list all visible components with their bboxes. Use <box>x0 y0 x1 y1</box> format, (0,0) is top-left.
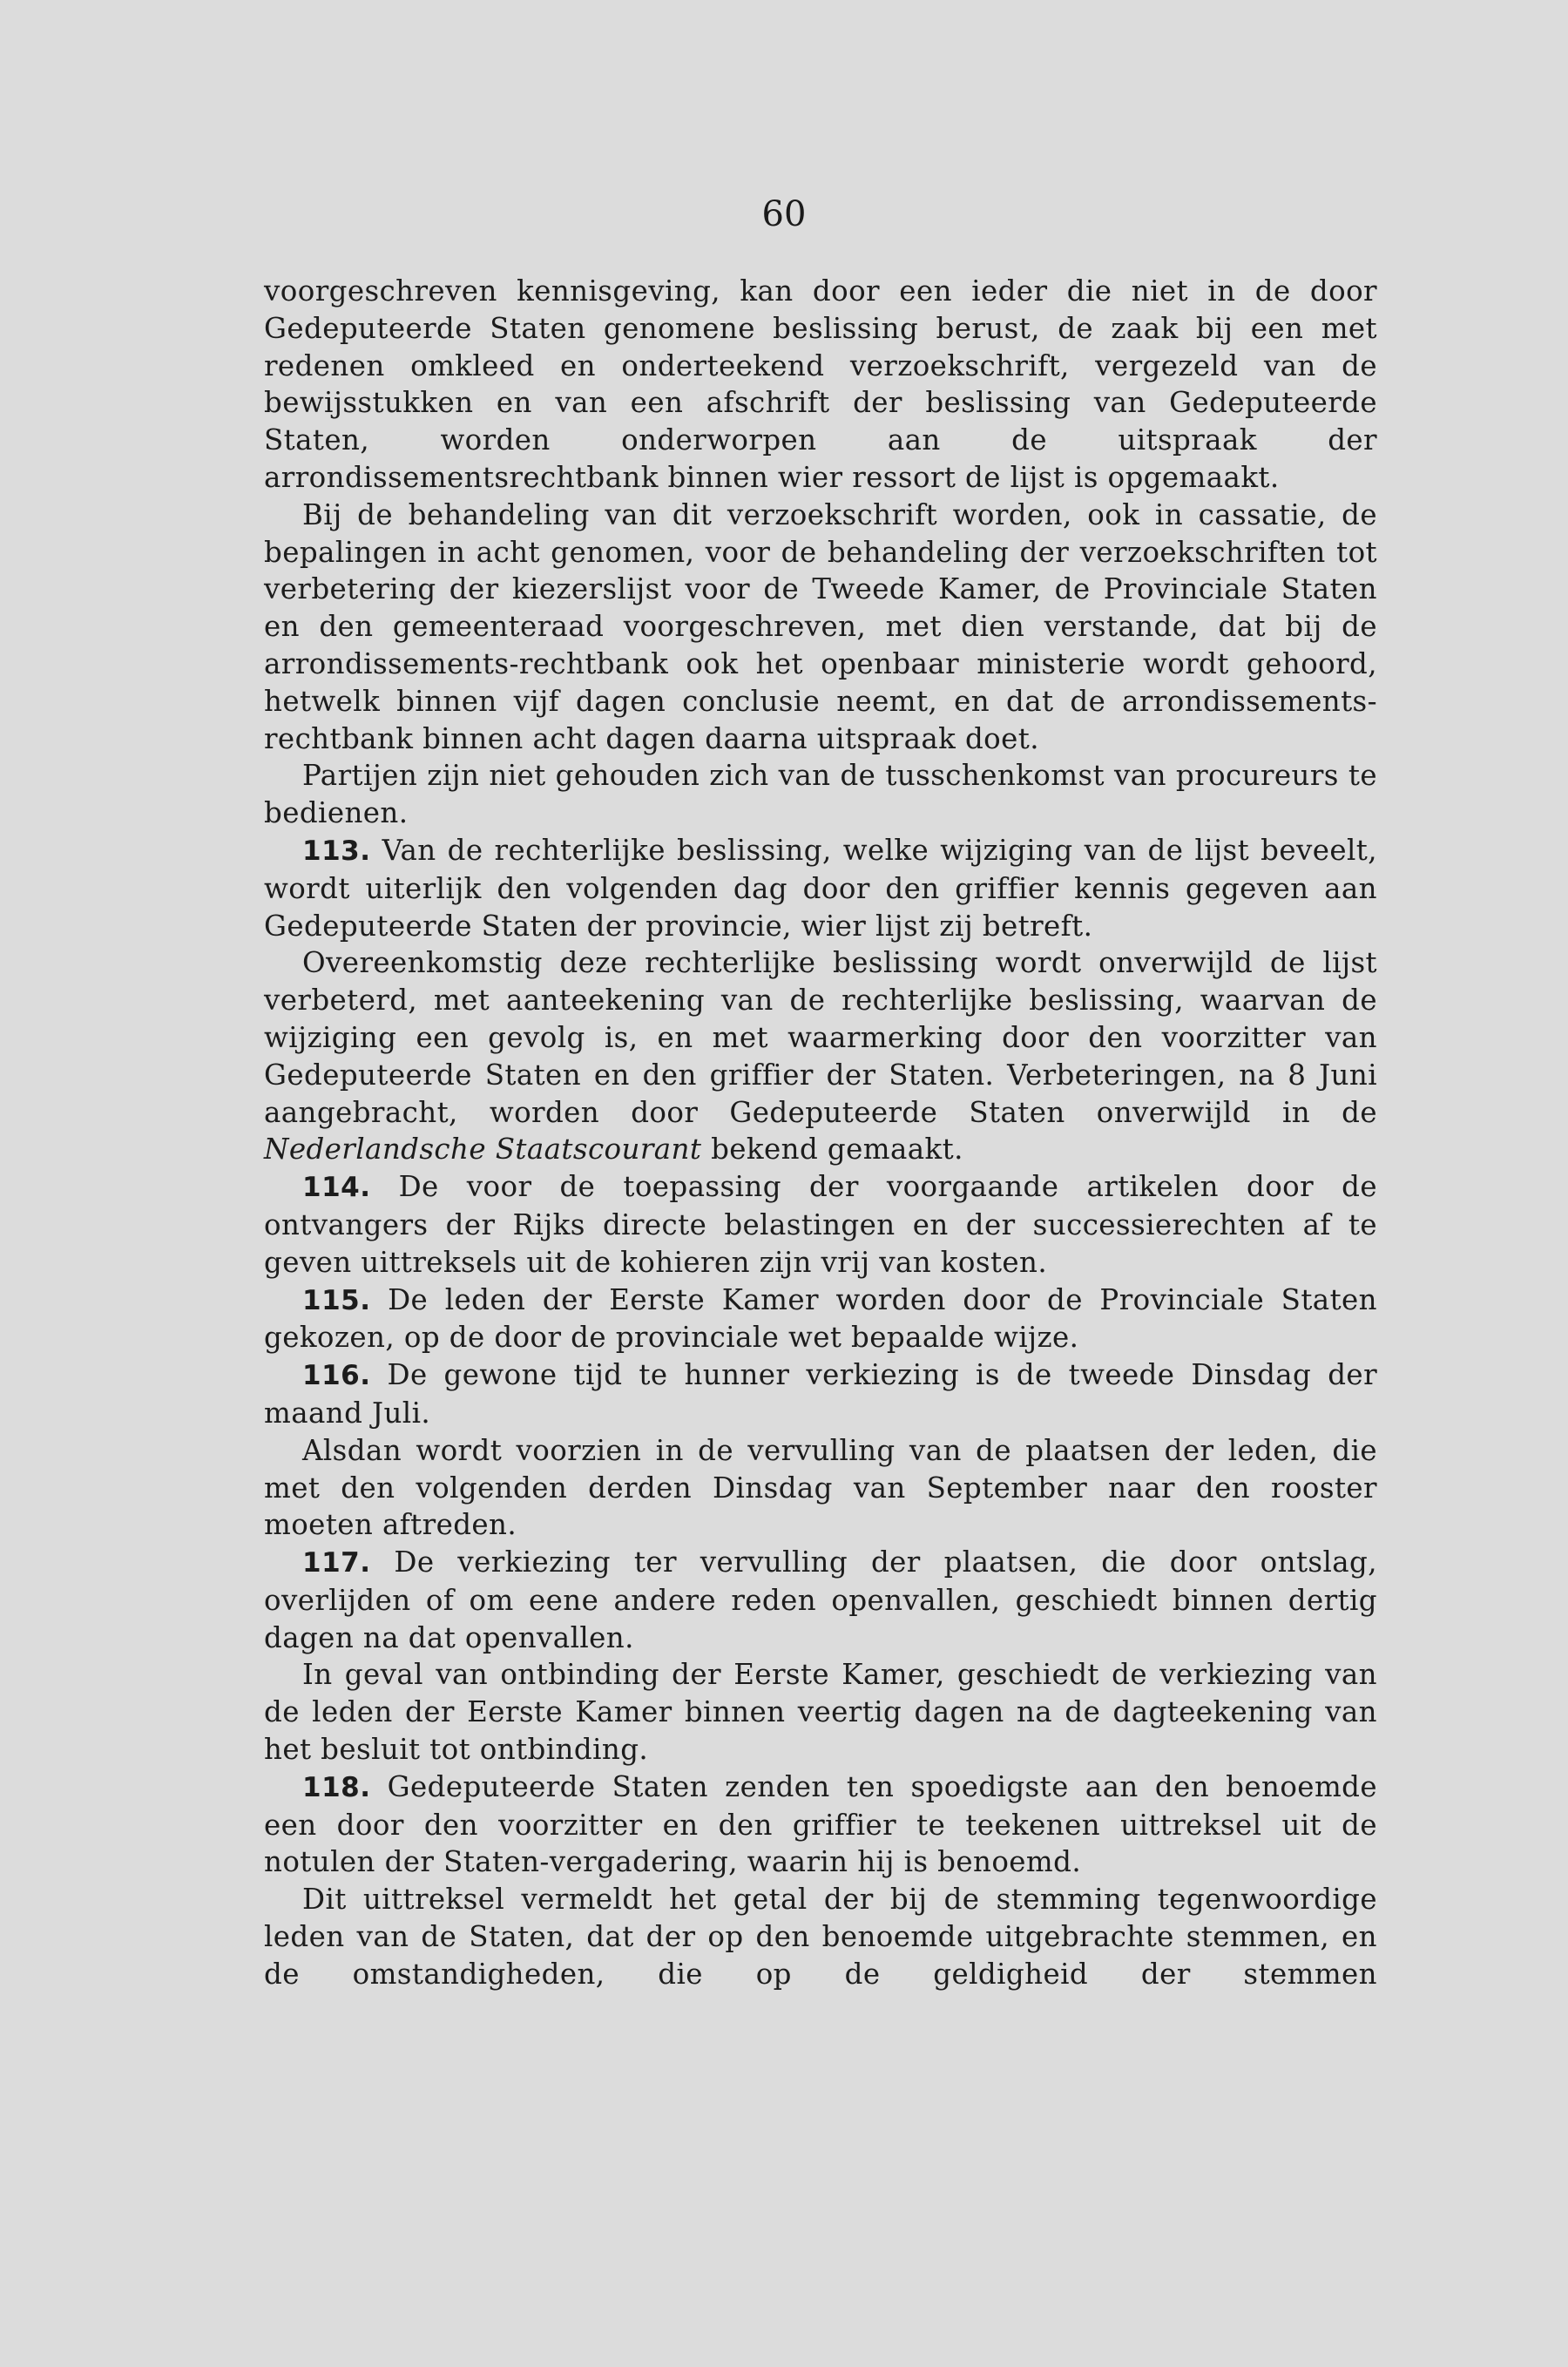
paragraph <box>264 273 1377 497</box>
paragraph-text: Overeenkomstig deze rechterlijke beslissing wordt onverwijld de lijst verbeterd, met aanteekening van de rechterlijke beslissing, waarvan de wijziging een gevolg is, en met waarmerking door den voorzitter van Gedeputeerde Staten en den griffier der Staten. Verbeteringen, na 8 Juni aangebracht, worden door Gedeputeerde Staten onverwijld in de <box>264 946 1377 1129</box>
article-paragraph <box>264 1282 1377 1357</box>
paragraph-text: Partijen zijn niet gehouden zich van de tusschenkomst van procureurs te bedienen. <box>264 759 1377 830</box>
body-text <box>264 273 1377 1993</box>
article-paragraph <box>264 832 1377 944</box>
paragraph-text: De voor de toepassing der voorgaande artikelen door de ontvangers der Rijks directe belastingen en der successierechten af te geven uittreksels uit de kohieren zijn vrij van kosten. <box>264 1170 1377 1279</box>
article-paragraph <box>264 1768 1377 1881</box>
italic-title: Nederlandsche Staatscourant <box>264 1133 702 1167</box>
article-paragraph <box>264 1544 1377 1656</box>
article-number: 115. <box>302 1284 371 1316</box>
paragraph <box>264 757 1377 832</box>
paragraph-text: In geval van ontbinding der Eerste Kamer, geschiedt de verkiezing van de leden der Eerste Kamer binnen veertig dagen na de dagteekening van het besluit tot ontbinding. <box>264 1658 1377 1767</box>
page-number: 60 <box>761 194 807 234</box>
paragraph-text: De leden der Eerste Kamer worden door de Provinciale Staten gekozen, op de door de provinciale wet bepaalde wijze. <box>264 1282 1377 1355</box>
paragraph <box>264 1432 1377 1544</box>
paragraph-text: De verkiezing ter vervulling der plaatsen, die door ontslag, overlijden of om eene andere reden openvallen, geschiedt binnen dertig dagen na dat openvallen. <box>264 1545 1377 1654</box>
paragraph-text: Dit uittreksel vermeldt het getal der bij de stemming tegenwoordige leden van de Staten, dat der op den benoemde uitgebrachte stemmen, en de omstandigheden, die op de geldigheid der stemmen <box>264 1883 1377 1991</box>
article-number: 116. <box>302 1360 371 1392</box>
paragraph-text: Bij de behandeling van dit verzoekschrift worden, ook in cassatie, de bepalingen in acht genomen, voor de behandeling der verzoekschriften tot verbetering der kiezerslijst voor de Tweede Kamer, de Provinciale Staten en den gemeenteraad voorgeschreven, met dien verstande, dat bij de arrondissements-rechtbank ook het openbaar ministerie wordt gehoord, hetwelk binnen vijf dagen conclusie neemt, en dat de arrondissements-rechtbank binnen acht dagen daarna uitspraak doet. <box>264 497 1377 755</box>
article-number: 117. <box>302 1547 371 1579</box>
paragraph-text: bekend gemaakt. <box>701 1133 963 1167</box>
paragraph-text: Alsdan wordt voorzien in de vervulling van de plaatsen der leden, die met den volgenden derden Dinsdag van September naar den rooster moeten aftreden. <box>264 1433 1377 1542</box>
article-number: 114. <box>302 1172 371 1204</box>
article-paragraph <box>264 1168 1377 1281</box>
paragraph-text: Gedeputeerde Staten zenden ten spoedigste aan den benoemde een door den voorzitter en den griffier te teekenen uittreksel uit de notulen der Staten-vergadering, waarin hij is benoemd. <box>264 1769 1378 1879</box>
paragraph <box>264 497 1377 758</box>
article-number: 113. <box>302 835 371 867</box>
paragraph <box>264 1656 1377 1768</box>
article-paragraph <box>264 1356 1377 1432</box>
paragraph-text: voorgeschreven kennisgeving, kan door een ieder die niet in de door Gedeputeerde Staten genomene beslissing berust, de zaak bij een met redenen omkleed en onderteekend verzoekschrift, vergezeld van de bewijsstukken en van een afschrift der beslissing van Gedeputeerde Staten, worden onderworpen aan de uitspraak der arrondissementsrechtbank binnen wier ressort de lijst is opgemaakt. <box>264 274 1377 494</box>
paragraph <box>264 944 1377 1168</box>
paragraph-text: Van de rechterlijke beslissing, welke wijziging van de lijst beveelt, wordt uiterlijk den volgenden dag door den griffier kennis gegeven aan Gedeputeerde Staten der provincie, wier lijst zij betreft. <box>264 833 1377 943</box>
article-number: 118. <box>302 1771 371 1803</box>
paragraph-text: De gewone tijd te hunner verkiezing is de tweede Dinsdag der maand Juli. <box>264 1358 1377 1430</box>
paragraph <box>264 1881 1377 1992</box>
